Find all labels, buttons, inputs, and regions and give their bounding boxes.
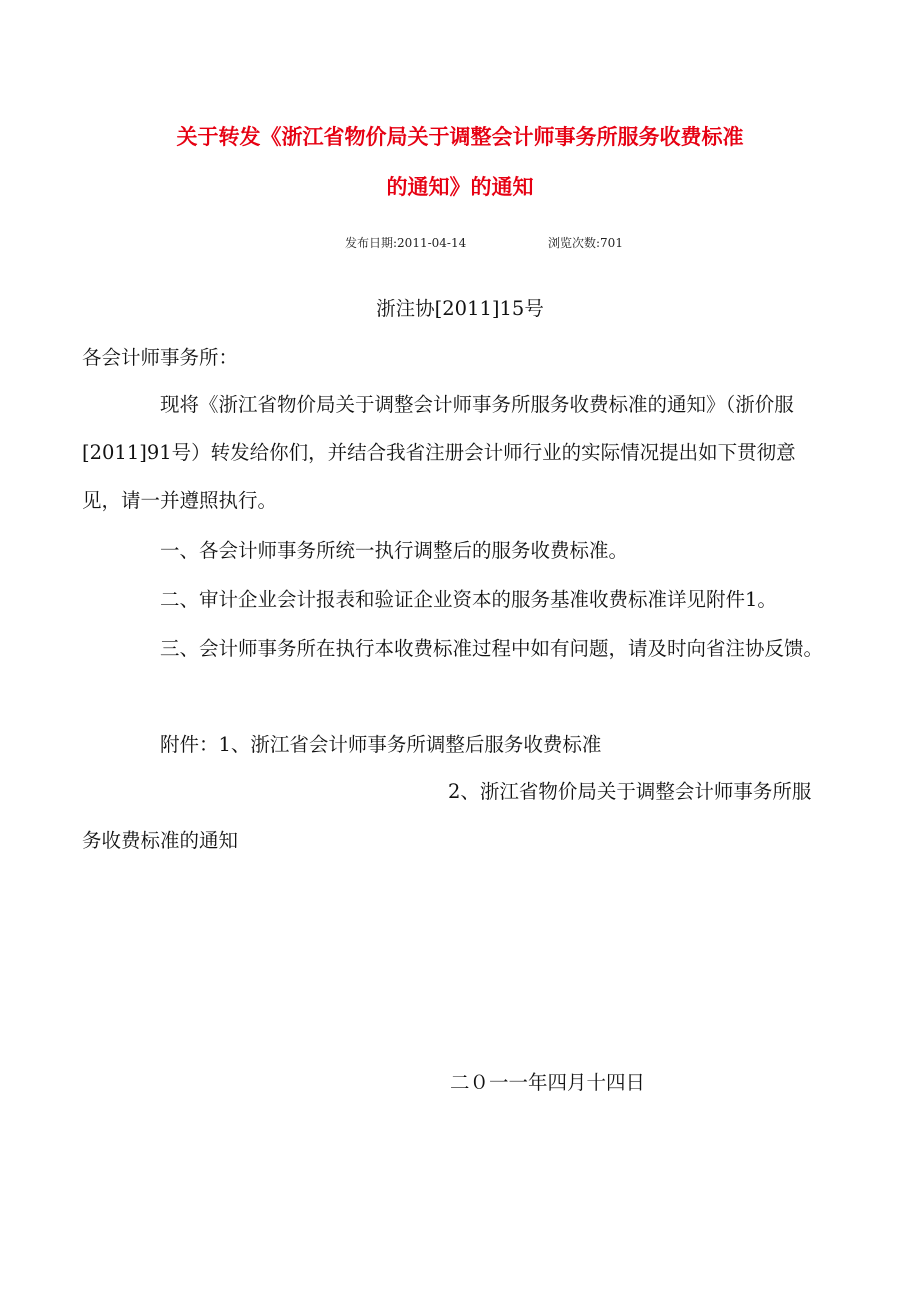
view-count: 浏览次数:701: [548, 236, 623, 250]
paragraph-line-1: 现将《浙江省物价局关于调整会计师事务所服务收费标准的通知》（浙价服: [160, 393, 794, 416]
paragraph-line-2: [2011]91号）转发给你们，并结合我省注册会计师行业的实际情况提出如下贯彻意: [82, 441, 796, 464]
attachment-item-2-line-1: 2、浙江省物价局关于调整会计师事务所服: [448, 780, 812, 803]
list-item: 三、会计师事务所在执行本收费标准过程中如有问题，请及时向省注协反馈。: [160, 637, 824, 660]
document-title-line-1: 关于转发《浙江省物价局关于调整会计师事务所服务收费标准: [176, 125, 744, 149]
attachment-item-1: 附件：1、浙江省会计师事务所调整后服务收费标准: [160, 733, 602, 756]
paragraph-line-3: 见，请一并遵照执行。: [82, 489, 278, 512]
attachment-item-2-line-2: 务收费标准的通知: [82, 829, 239, 852]
document-number: 浙注协[2011]15号: [376, 297, 544, 320]
document-date: 二０一一年四月十四日: [450, 1071, 646, 1094]
list-item: 一、各会计师事务所统一执行调整后的服务收费标准。: [160, 539, 629, 562]
publish-date: 发布日期:2011-04-14: [345, 236, 467, 250]
salutation: 各会计师事务所：: [82, 346, 239, 369]
document-title-line-2: 的通知》的通知: [386, 175, 534, 199]
list-item: 二、审计企业会计报表和验证企业资本的服务基准收费标准详见附件1。: [160, 588, 777, 611]
